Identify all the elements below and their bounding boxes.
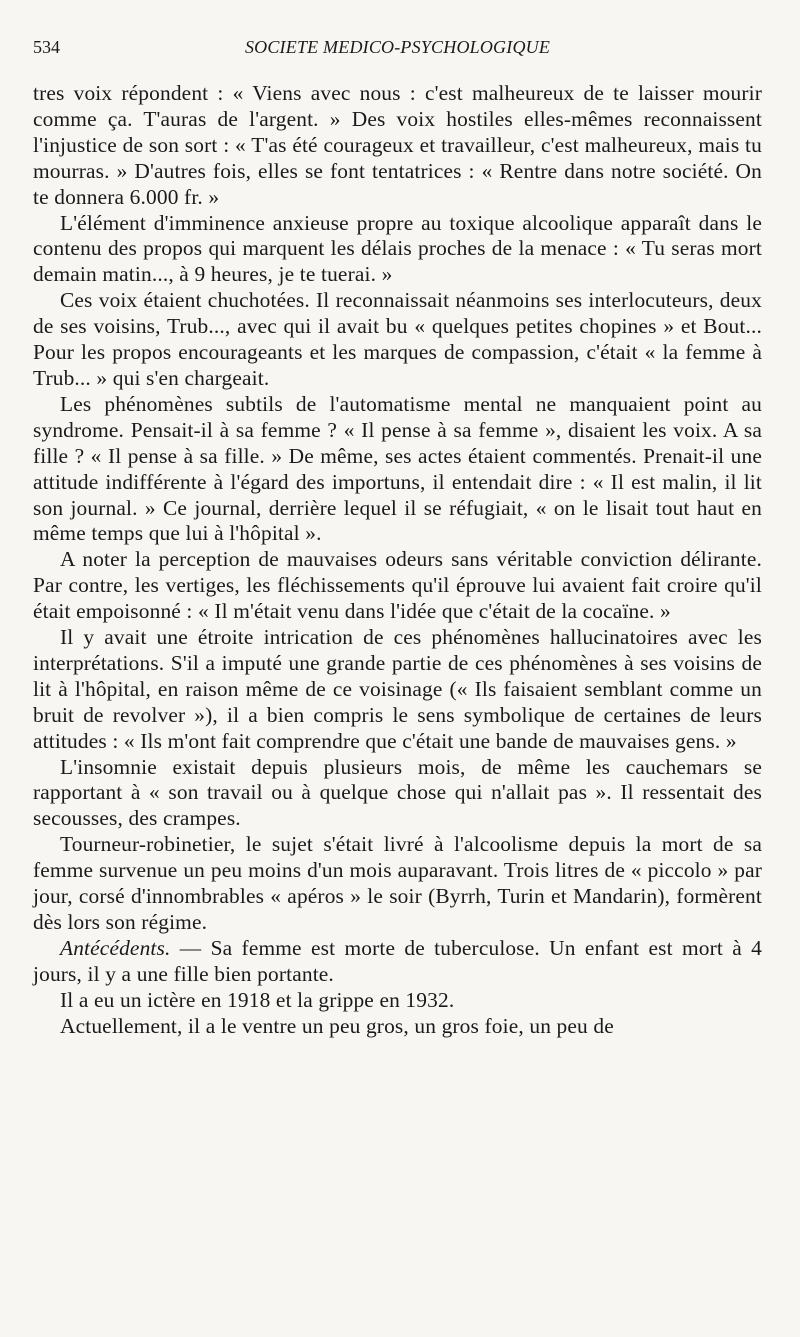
paragraph-text: — Sa femme est morte de tuberculose. Un enfant est mort à 4 jours, il y a une fille bien portante. [33,935,762,986]
body-text [33,81,762,1040]
running-head: SOCIETE MEDICO-PSYCHOLOGIQUE [244,37,551,57]
page-header [33,34,762,64]
paragraph: Actuellement, il a le ventre un peu gros, un gros foie, un peu de [60,1013,614,1038]
paragraph: Il y avait une étroite intrication de ces phénomènes hallucinatoires avec les interprétations. S'il a imputé une grande partie de ces phénomènes à ses voisins de lit à l'hôpital, en raison même de ce voisinage (« Ils faisaient semblant comme un bruit de revolver »), il a bien compris le sens symbolique de certaines de leurs attitudes : « Ils m'ont fait comprendre que c'était une bande de mauvaises gens. » [33,625,762,753]
paragraph: Il a eu un ictère en 1918 et la grippe en 1932. [60,987,455,1012]
paragraph: Ces voix étaient chuchotées. Il reconnaissait néanmoins ses interlocuteurs, deux de ses voisins, Trub..., avec qui il avait bu « quelques petites chopines » et Bout... Pour les propos encourageants et les marques de compassion, c'était « la femme à Trub... » qui s'en chargeait. [33,288,762,390]
paragraph: A noter la perception de mauvaises odeurs sans véritable conviction délirante. Par contre, les vertiges, les fléchissements qu'il éprouve lui avaient fait croire qu'il était empoisonné : « Il m'était venu dans l'idée que c'était de la cocaïne. » [33,547,762,624]
paragraph: Tourneur-robinetier, le sujet s'était livré à l'alcoolisme depuis la mort de sa femme survenue un peu moins d'un mois auparavant. Trois litres de « piccolo » par jour, corsé d'innombrables « apéros » le soir (Byrrh, Turin et Mandarin), formèrent dès lors son régime. [33,832,762,934]
paragraph: tres voix répondent : « Viens avec nous : c'est malheureux de te laisser mourir comme ça. T'auras de l'argent. » Des voix hostiles elles-mêmes reconnaissent l'injustice de son sort : « T'as été courageux et travailleur, c'est malheureux, mais tu mourras. » D'autres fois, elles se font tentatrices : « Rentre dans notre société. On te donnera 6.000 fr. » [33,81,762,209]
page-number: 534 [33,37,60,57]
paragraph: L'élément d'imminence anxieuse propre au toxique alcoolique apparaît dans le contenu des propos qui marquent les délais proches de la menace : « Tu seras mort demain matin..., à 9 heures, je te tuerai. » [33,210,762,287]
paragraph-antecedents [33,936,762,988]
section-lead: Antécédents. [60,935,171,960]
paragraph: Les phénomènes subtils de l'automatisme mental ne manquaient point au syndrome. Pensait-il à sa femme ? « Il pense à sa femme », disaient les voix. A sa fille ? « Il pense à sa fille. » De même, ses actes étaient commentés. Prenait-il une attitude indifférente à l'égard des importuns, il entendait dire : « Il est malin, il lit son journal. » Ce journal, derrière lequel il se réfugiait, « on le lisait tout haut en même temps que lui à l'hôpital ». [33,391,762,546]
paragraph: L'insomnie existait depuis plusieurs mois, de même les cauchemars se rapportant à « son travail ou à quelque chose qui n'allait pas ». Il ressentait des secousses, des crampes. [33,754,762,831]
